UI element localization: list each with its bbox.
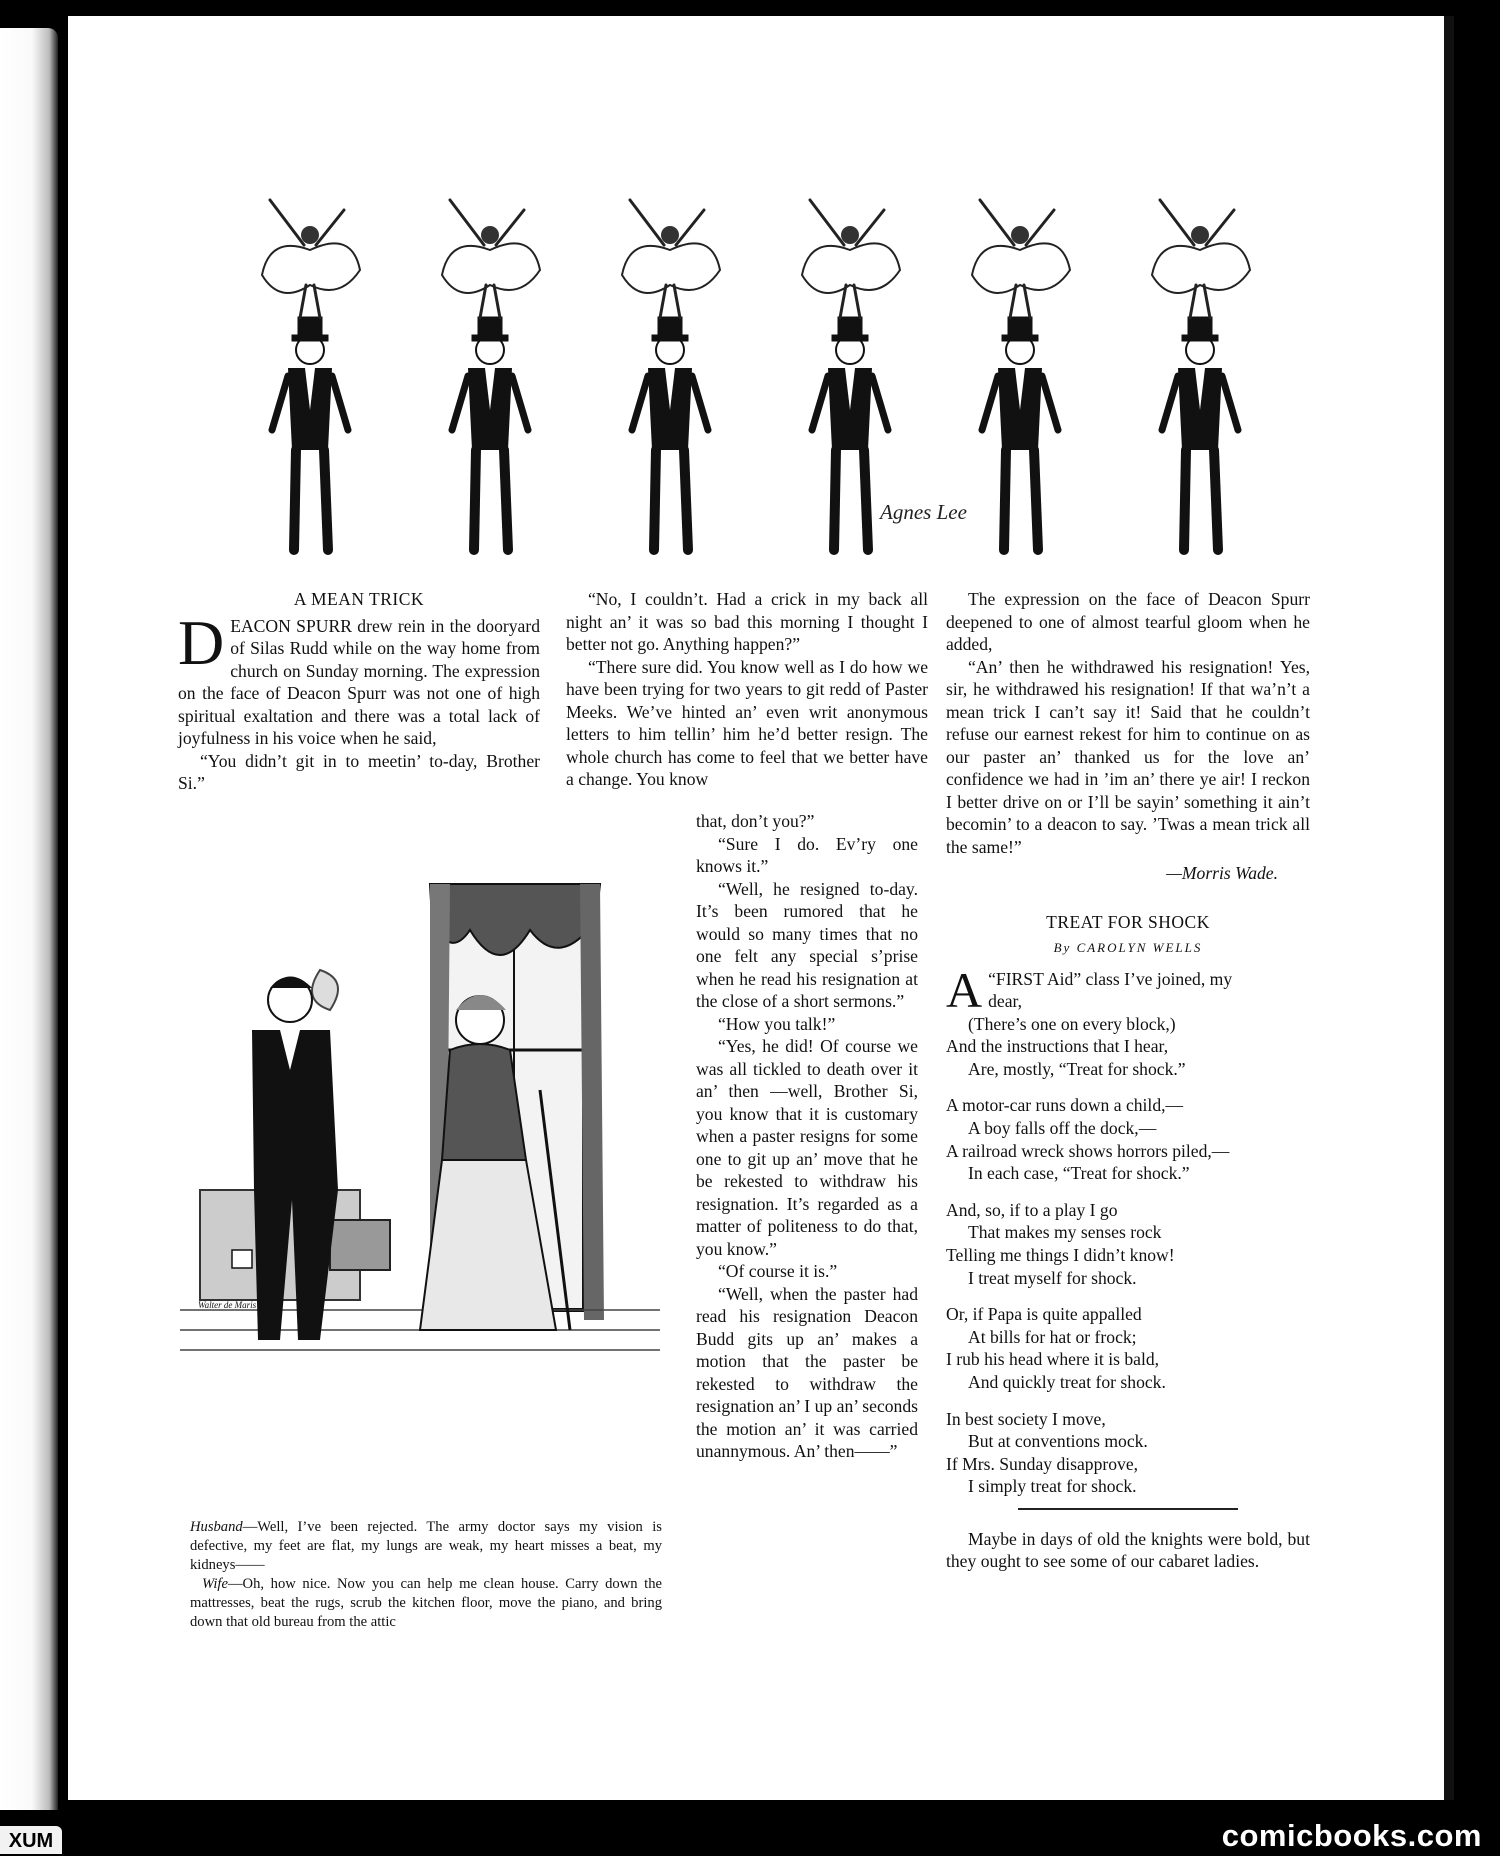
cartoon-caption [190, 1518, 662, 1632]
dancer-gentleman-figure [802, 200, 900, 550]
article-paragraph: “Yes, he did! Of course we was all tickled to death over it an’ then —well, Brother Si, you know that it is customary when a paster resigns for some one to git up an’ move that he be rekested to withdraw his resignation. It’s regarded as a matter of politeness to do that, you know.” [696, 1036, 918, 1259]
article-paragraph: “How you talk!” [718, 1013, 836, 1034]
site-watermark: comicbooks.com [1221, 1818, 1482, 1853]
speaker-name: Husband [190, 1519, 243, 1535]
poem-line: And quickly treat for shock. [968, 1372, 1166, 1392]
dancers-illustration [160, 140, 1300, 570]
article-paragraph: DEACON SPURR drew rein in the dooryard of Silas Rudd while on the way home from church on Sunday morning. The expression on the face of Deacon Spurr was not one of high spiritual exaltation and there was a total lack of joyfulness in his voice when he said, [178, 606, 540, 748]
dancer-gentleman-figure [622, 200, 720, 550]
poem-line: dear, [988, 991, 1023, 1012]
article-mean-trick-col1 [178, 588, 540, 795]
husband-wife-cartoon [180, 860, 660, 1360]
poem-line: But at conventions mock. [968, 1431, 1148, 1452]
adjacent-page-edge [0, 28, 58, 1810]
article-author: —Morris Wade. [1166, 863, 1278, 883]
poem-title: TREAT FOR SHOCK [1046, 911, 1210, 932]
caption-line: Husband—Well, I’ve been rejected. The army doctor says my vision is defective, my feet are flat, my lungs are weak, my heart misses a beat, my kidneys—— [190, 1519, 662, 1573]
poem-line: Or, if Papa is quite appalled [946, 1304, 1142, 1325]
dancer-gentleman-figure [1152, 200, 1250, 550]
dancer-gentleman-figure [442, 200, 540, 550]
poem-stanza [946, 961, 1310, 1081]
drop-cap: D [178, 606, 225, 678]
drop-cap: A [946, 961, 983, 1018]
poem-line: And the instructions that I hear, [946, 1036, 1169, 1057]
article-title: A MEAN TRICK [293, 589, 425, 609]
poem-line: A boy falls off the dock,— [968, 1118, 1157, 1139]
article-paragraph: “There sure did. You know well as I do how we have been trying for two years to git redd of Paster Meeks. We’ve hinted an’ even writ anonymous letters to him tellin’ him he’d better resign. The whole church has come to feel that we better have a change. You know [566, 656, 928, 789]
poem-stanza [946, 1303, 1310, 1393]
poem-line: Telling me things I didn’t know! [946, 1245, 1175, 1266]
poem-byline: By CAROLYN WELLS [1053, 940, 1203, 955]
poem-line: A railroad wreck shows horrors piled,— [946, 1140, 1230, 1161]
article-paragraph: The expression on the face of Deacon Spurr deepened to one of almost tearful gloom when he added, [946, 589, 1310, 654]
poem-line: And, so, if to a play I go [946, 1199, 1118, 1220]
page-frame-edge [1444, 16, 1454, 1800]
cartoon-artist-signature: Walter de Maris [198, 1300, 257, 1310]
poem-line: A motor-car runs down a child,— [946, 1095, 1184, 1116]
poem-line: That makes my senses rock [968, 1222, 1162, 1243]
poem-body [946, 961, 1310, 1498]
poem-line: “FIRST Aid” class I’ve joined, my [988, 968, 1233, 989]
corner-logo: XUM [0, 1826, 62, 1854]
article-paragraph: “Well, when the paster had read his resignation Deacon Budd gits up an’ makes a motion that the paster be rekested to withdraw the resignation an’ I up an’ seconds the motion an’ it was carried unannymous. An’ then——” [696, 1283, 918, 1461]
poem-line: I treat myself for shock. [968, 1267, 1137, 1288]
article-paragraph: that, don’t you?” [696, 811, 815, 831]
poem-stanza [946, 1199, 1310, 1289]
article-mean-trick-col2 [566, 588, 928, 791]
illustrator-signature: Agnes Lee [880, 500, 967, 524]
joke-paragraph: Maybe in days of old the knights were bold, but they ought to see some of our cabaret ladies. [946, 1528, 1310, 1572]
speaker-name: Wife [202, 1576, 228, 1592]
poem-stanza [946, 1408, 1310, 1498]
poem-line: In each case, “Treat for shock.” [968, 1163, 1190, 1184]
article-paragraph: “No, I couldn’t. Had a crick in my back all night an’ it was so bad this morning I thought I better not go. Anything happen?” [566, 589, 928, 654]
poem-line: (There’s one on every block,) [968, 1013, 1176, 1034]
article-paragraph: “An’ then he withdrawed his resignation! Yes, sir, he withdrawed his resignation! If that wa’n’t a mean trick I can’t say it! Said that he couldn’t refuse our earnest rekest for him to continue on as our paster an’ thanked us for the love an’ confidence we had in ’im an’ there ye air! I reckon I better drive on or I’ll be sayin’ something it ain’t becomin’ to a deacon to say. ’Twas a mean trick all the same!” [946, 656, 1310, 857]
article-paragraph: “Well, he resigned to-day. It’s been rumored that he would so many times that no one felt any special s’prise when he read his resignation at the close of a short sermons.” [696, 878, 918, 1011]
poem-line: If Mrs. Sunday disapprove, [946, 1453, 1139, 1474]
poem-line: I rub his head where it is bald, [946, 1349, 1160, 1370]
poem-line: At bills for hat or frock; [968, 1326, 1137, 1347]
article-mean-trick-col3 [946, 588, 1310, 1573]
dancer-gentleman-figure [972, 200, 1070, 550]
article-paragraph: “You didn’t git in to meetin’ to-day, Brother Si.” [178, 750, 540, 793]
article-mean-trick-col2-narrow [696, 810, 918, 1463]
poem-stanza [946, 1094, 1310, 1184]
poem-line: Are, mostly, “Treat for shock.” [968, 1058, 1186, 1079]
dancer-gentleman-figure [262, 200, 360, 550]
poem-line: I simply treat for shock. [968, 1476, 1137, 1497]
caption-line: Wife—Oh, how nice. Now you can help me clean house. Carry down the mattresses, beat the rugs, scrub the kitchen floor, move the piano, and bring down that old bureau from the attic [190, 1576, 662, 1630]
article-paragraph: “Of course it is.” [718, 1261, 838, 1281]
article-paragraph: “Sure I do. Ev’ry one knows it.” [696, 833, 918, 876]
section-divider [1018, 1508, 1238, 1510]
poem-line: In best society I move, [946, 1408, 1106, 1429]
